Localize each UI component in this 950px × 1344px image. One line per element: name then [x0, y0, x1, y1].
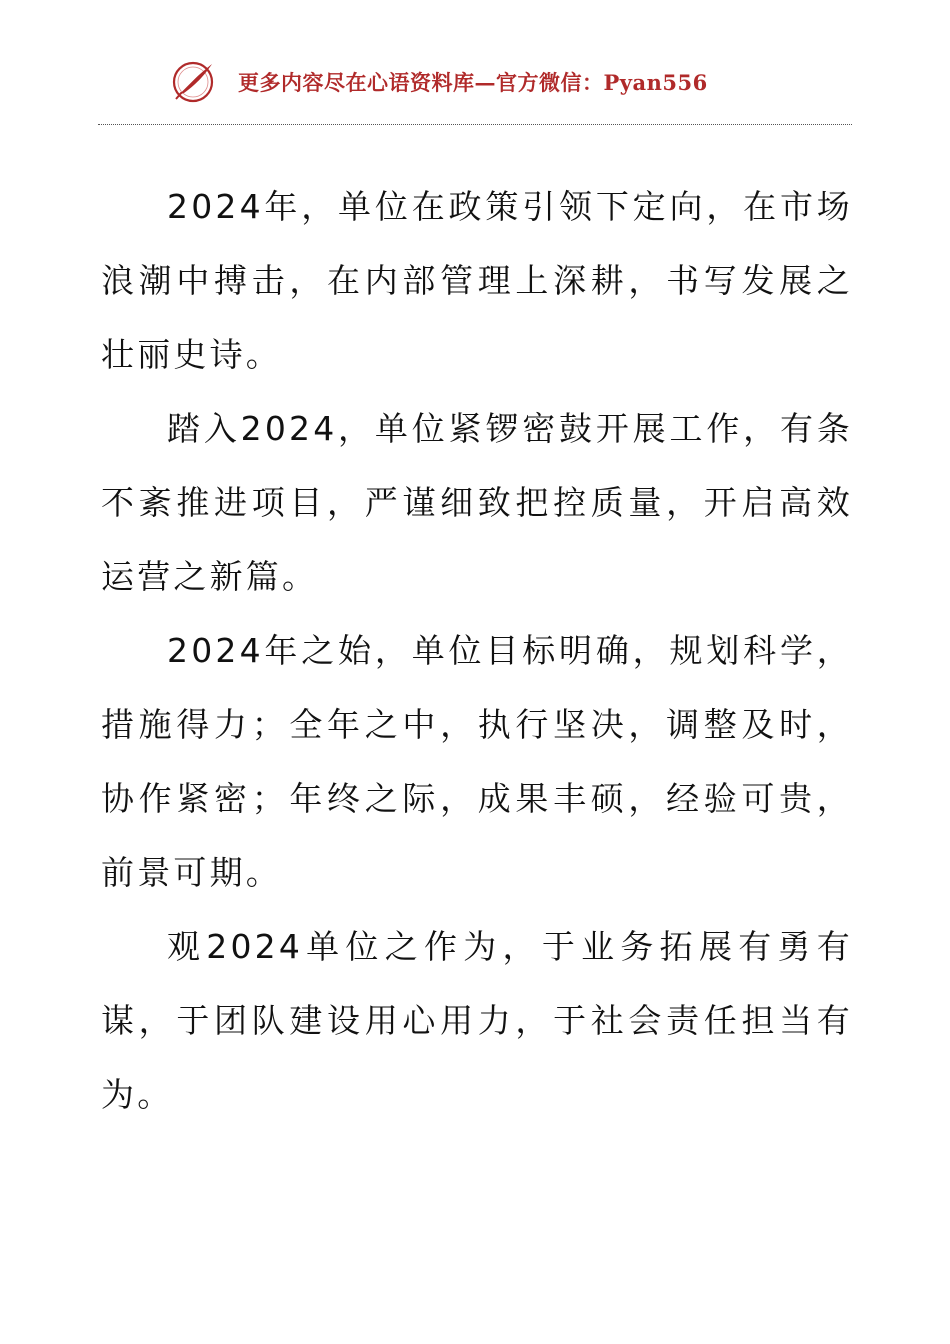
paragraph-4: 观2024单位之作为，于业务拓展有勇有谋，于团队建设用心用力，于社会责任担当有为。: [101, 927, 853, 1114]
header-title: [238, 67, 708, 97]
header-wechat-id: Pyan556: [603, 70, 708, 95]
paragraph-2: 踏入2024，单位紧锣密鼓开展工作，有条不紊推进项目，严谨细致把控质量，开启高效运营之新篇。: [101, 409, 853, 596]
quill-pen-circle-icon: [170, 59, 216, 105]
document-body: [101, 170, 853, 1132]
header-site-text: 更多内容尽在心语资料库—官方微信：: [238, 70, 604, 95]
header-divider: [98, 124, 852, 125]
paragraph-1: 2024年，单位在政策引领下定向，在市场浪潮中搏击，在内部管理上深耕，书写发展之壮丽史诗。: [101, 187, 853, 374]
paragraph-3: 2024年之始，单位目标明确，规划科学，措施得力；全年之中，执行坚决，调整及时，协作紧密；年终之际，成果丰硕，经验可贵，前景可期。: [101, 631, 853, 892]
page-header: [170, 58, 708, 106]
